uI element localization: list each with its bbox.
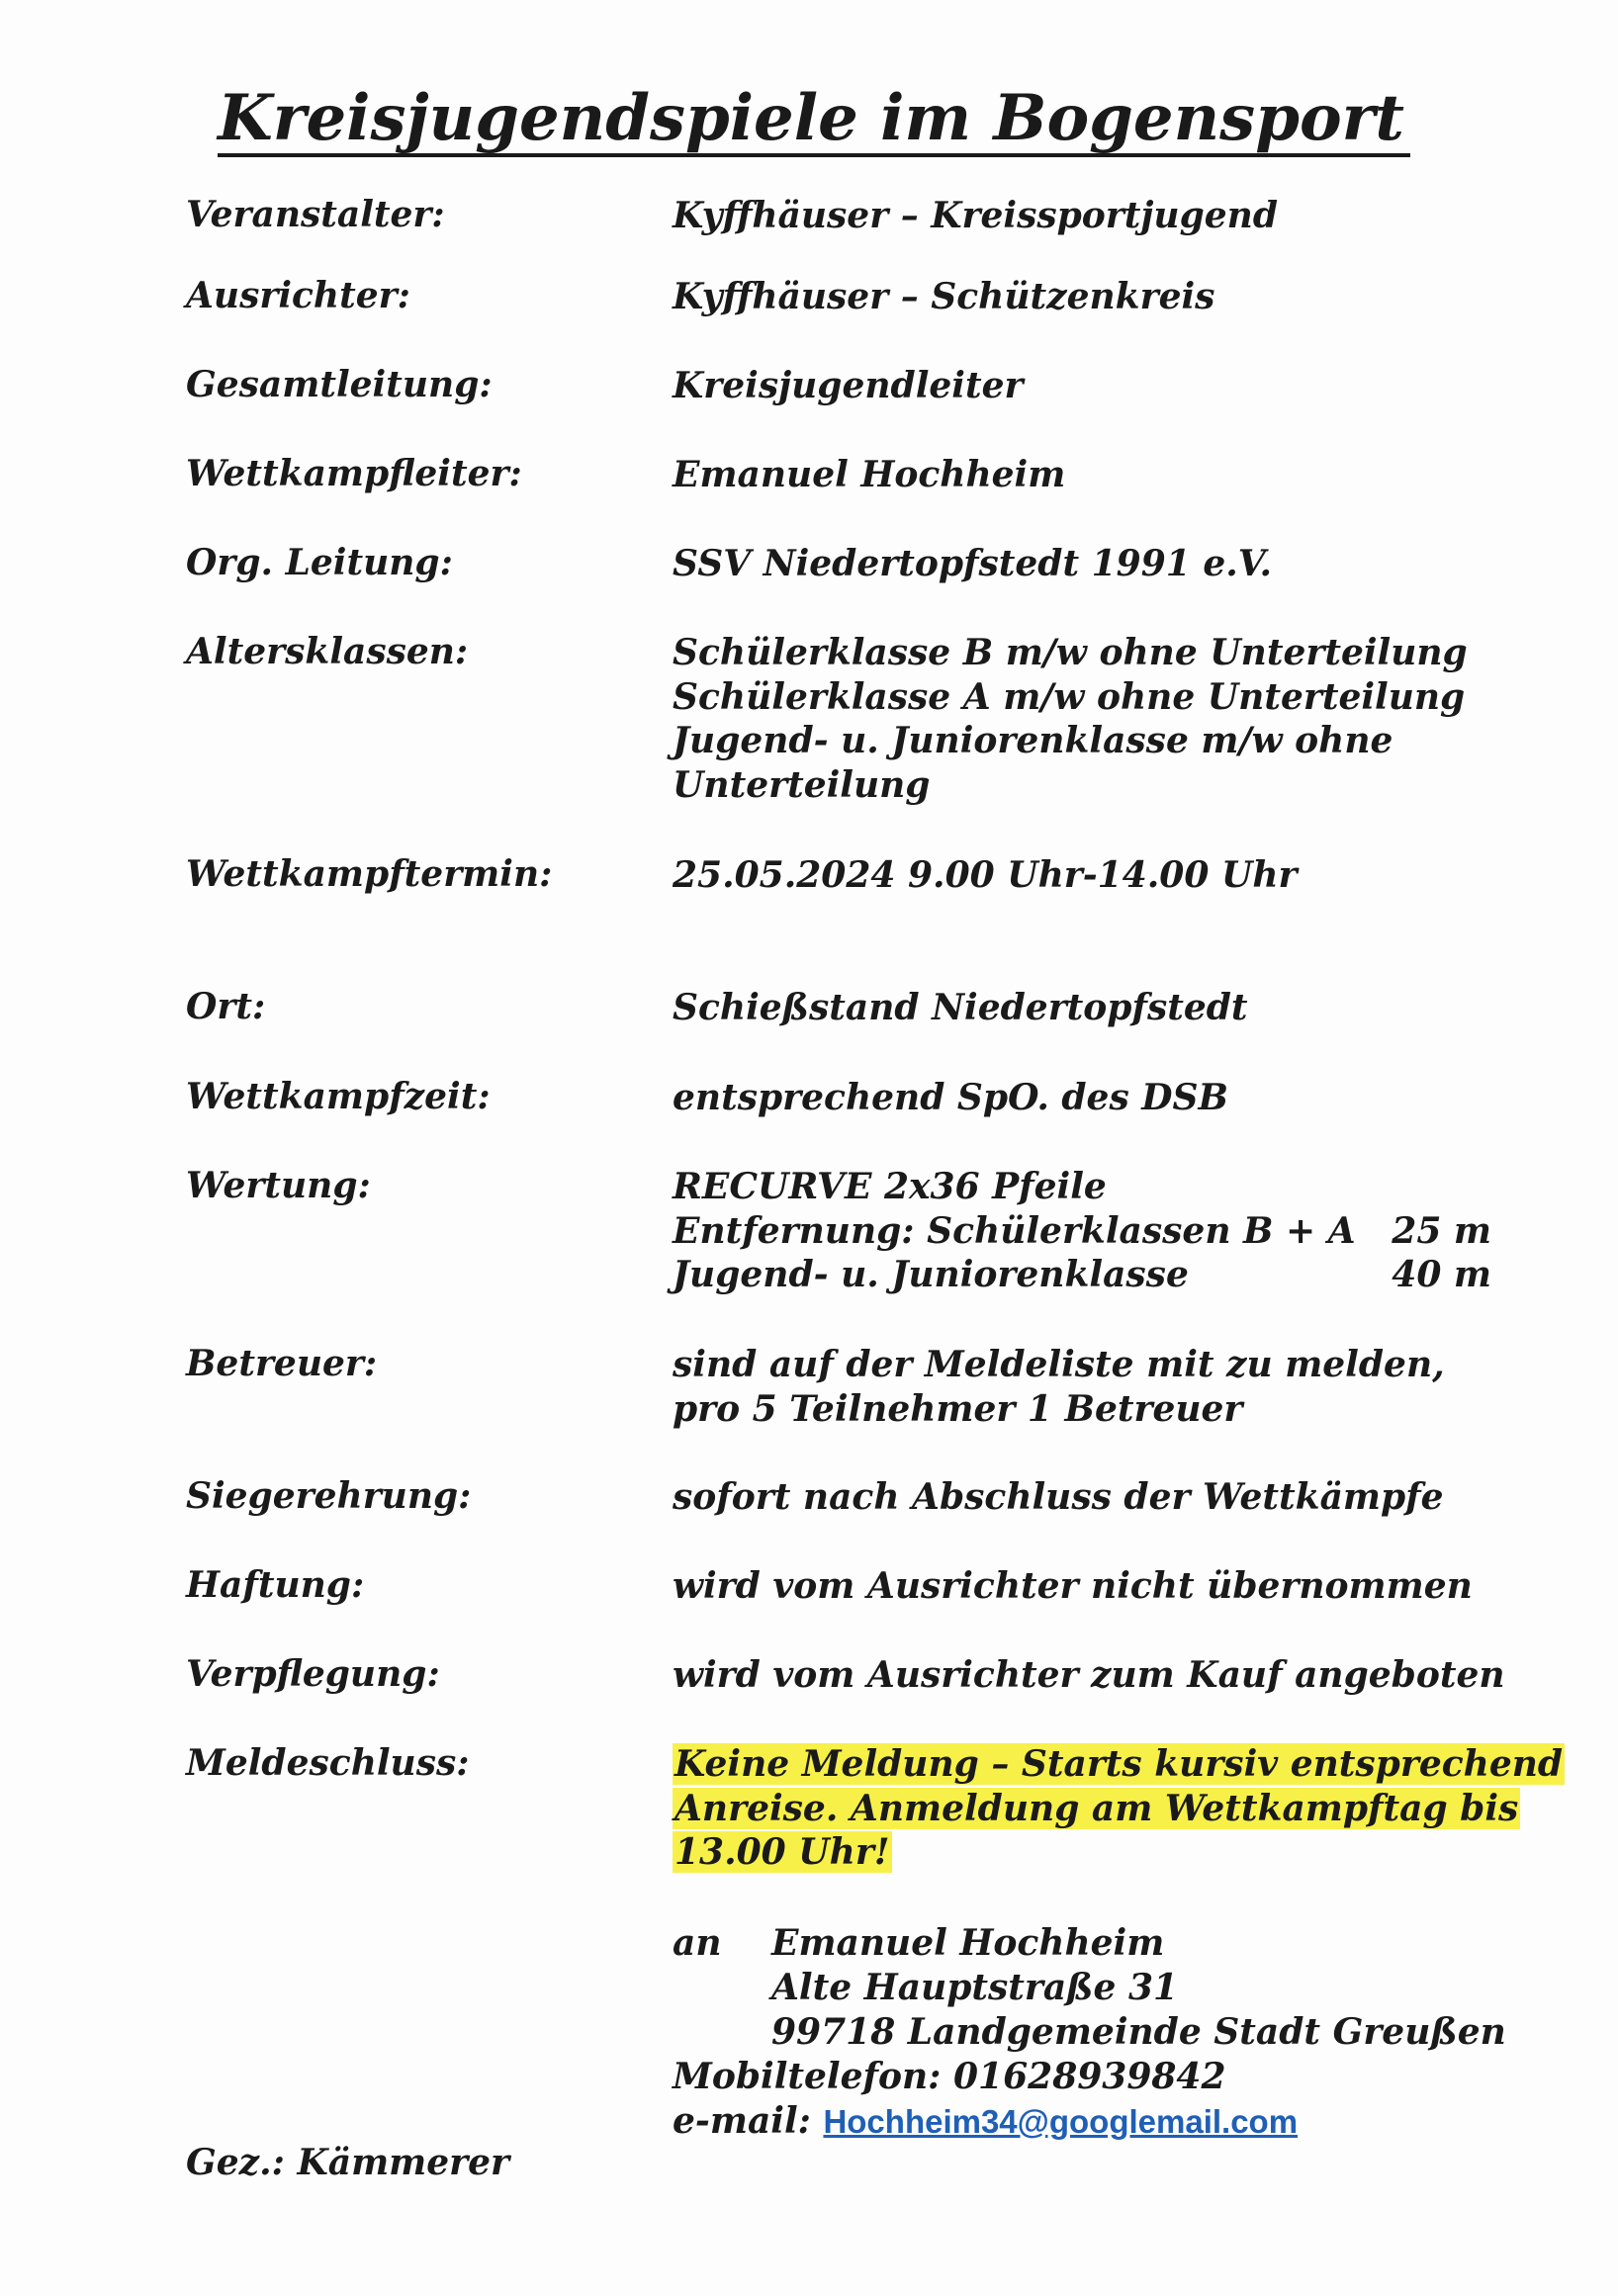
label-ort: Ort:	[186, 986, 266, 1027]
value-wettkampftermin: 25.05.2024 9.00 Uhr-14.00 Uhr	[673, 854, 1298, 896]
label-gesamtleitung: Gesamtleitung:	[186, 364, 493, 405]
value-ort: Schießstand Niedertopfstedt	[673, 987, 1248, 1028]
value-betreuer	[673, 1343, 1464, 1431]
value-wertung	[673, 1165, 1491, 1297]
value-haftung: wird vom Ausrichter nicht übernommen	[673, 1565, 1473, 1607]
label-veranstalter: Veranstalter:	[186, 194, 445, 235]
contact-prefix: an	[673, 1922, 722, 1964]
distance-value: 40 m	[1392, 1254, 1491, 1295]
label-wettkampftermin: Wettkampftermin:	[186, 853, 553, 895]
highlighted-text: 13.00 Uhr!	[674, 1831, 890, 1873]
document-title	[0, 79, 1618, 158]
label-betreuer: Betreuer:	[186, 1343, 378, 1384]
value-siegerehrung: sofort nach Abschluss der Wettkämpfe	[673, 1476, 1444, 1518]
value-meldeschluss	[673, 1742, 1564, 1875]
distance-class: Entfernung: Schülerklassen B + A	[673, 1209, 1356, 1252]
label-org-leitung: Org. Leitung:	[186, 542, 453, 583]
label-wettkampfzeit: Wettkampfzeit:	[186, 1076, 491, 1117]
wertung-line: RECURVE 2x36 Pfeile	[673, 1166, 1107, 1207]
meldeschluss-line	[673, 1787, 1519, 1831]
value-altersklassen	[673, 631, 1468, 807]
value-wettkampfleiter: Emanuel Hochheim	[673, 454, 1066, 495]
document-title-text: Kreisjugendspiele im Bogensport	[218, 84, 1410, 157]
contact-phone: Mobiltelefon: 01628939842	[673, 2056, 1226, 2097]
distance-value: 25 m	[1392, 1209, 1491, 1252]
betreuer-line: sind auf der Meldeliste mit zu melden,	[673, 1344, 1445, 1385]
email-link[interactable]: Hochheim34@googlemail.com	[823, 2103, 1299, 2140]
contact-city: 99718 Landgemeinde Stadt Greußen	[771, 2011, 1506, 2053]
value-gesamtleitung: Kreisjugendleiter	[673, 365, 1024, 406]
value-verpflegung: wird vom Ausrichter zum Kauf angeboten	[673, 1654, 1505, 1696]
label-altersklassen: Altersklassen:	[186, 631, 469, 672]
highlighted-text: Anreise. Anmeldung am Wettkampftag bis	[674, 1787, 1519, 1829]
altersklassen-line: Schülerklasse A m/w ohne Unterteilung	[673, 675, 1466, 718]
label-siegerehrung: Siegerehrung:	[186, 1475, 472, 1517]
betreuer-line: pro 5 Teilnehmer 1 Betreuer	[673, 1387, 1243, 1430]
altersklassen-line: Schülerklasse B m/w ohne Unterteilung	[673, 632, 1468, 673]
contact-block	[673, 1921, 1506, 2144]
meldeschluss-line	[673, 1742, 1564, 1787]
value-ausrichter: Kyffhäuser – Schützenkreis	[673, 276, 1215, 317]
label-verpflegung: Verpflegung:	[186, 1653, 440, 1695]
label-haftung: Haftung:	[186, 1564, 365, 1606]
label-ausrichter: Ausrichter:	[186, 275, 410, 316]
contact-name: Emanuel Hochheim	[771, 1922, 1165, 1964]
contact-street: Alte Hauptstraße 31	[771, 1967, 1179, 2008]
contact-email-row	[673, 2099, 1506, 2144]
signature: Gez.: Kämmerer	[186, 2142, 509, 2183]
meldeschluss-line	[673, 1830, 1464, 1875]
contact-email-label: e-mail:	[673, 2100, 824, 2142]
distance-row	[673, 1209, 1491, 1254]
altersklassen-line: Jugend- u. Juniorenklasse m/w ohne	[673, 720, 1393, 761]
distance-row	[673, 1253, 1491, 1297]
highlighted-text: Keine Meldung – Starts kursiv entsprechend	[674, 1743, 1564, 1785]
value-org-leitung: SSV Niedertopfstedt 1991 e.V.	[673, 543, 1272, 584]
altersklassen-line: Unterteilung	[673, 763, 931, 806]
label-wertung: Wertung:	[186, 1165, 371, 1206]
value-wettkampfzeit: entsprechend SpO. des DSB	[673, 1077, 1228, 1118]
label-wettkampfleiter: Wettkampfleiter:	[186, 453, 522, 494]
distance-class: Jugend- u. Juniorenklasse	[673, 1254, 1189, 1295]
value-veranstalter: Kyffhäuser – Kreissportjugend	[673, 195, 1279, 236]
label-meldeschluss: Meldeschluss:	[186, 1742, 470, 1784]
